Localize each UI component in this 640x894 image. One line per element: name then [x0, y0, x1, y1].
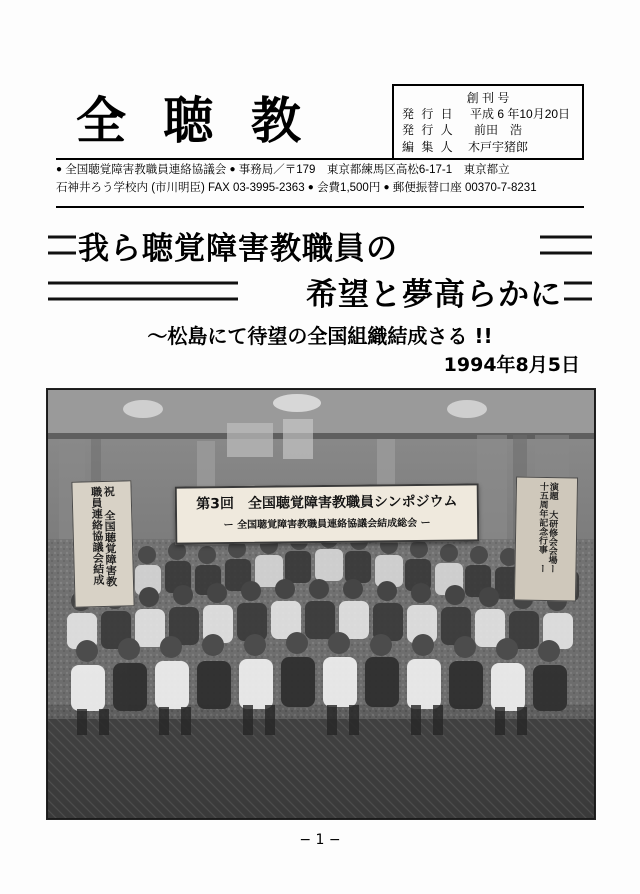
- symposium-banner-line-2: ー 全国聴覚障害教職員連絡協議会結成総会 ー: [223, 517, 431, 532]
- contact-line-2: [56, 180, 584, 198]
- info-row-editor: [402, 139, 574, 155]
- headline-line-2: 希望と夢高らかに: [304, 269, 564, 314]
- contact-line-1: [56, 162, 584, 180]
- bullet-icon-3: ●: [307, 181, 314, 193]
- publication-info-box: [392, 84, 584, 158]
- program-banner-right-text: 演題 大研修会会場ー 十五周年記念行事 ー: [536, 481, 558, 574]
- headline-rule-left-2: [48, 282, 238, 301]
- info-label-date: 発 行 日: [402, 107, 455, 122]
- contact-block: [56, 162, 584, 198]
- office-address: 事務局／〒179 東京都練馬区高松6-17-1 東京都立: [238, 164, 510, 176]
- page-number: − 1 −: [299, 832, 341, 848]
- publication-title: 全 聴 教: [76, 92, 311, 150]
- info-value-editor: 木戸宇猪郎: [467, 139, 528, 154]
- info-row-publisher: [402, 122, 574, 138]
- info-label-editor: 編 集 人: [402, 139, 455, 154]
- headline-date: 1994年8月5日: [443, 354, 580, 376]
- symposium-banner: [175, 483, 480, 544]
- symposium-banner-line-1: 第3回 全国聴覚障害教職員シンポジウム: [196, 493, 458, 513]
- info-value-publisher: 前田 浩: [473, 123, 522, 138]
- headline-line-2-row: [40, 268, 600, 314]
- congratulation-banner-left-text: 祝 全国聴覚障害教職員連絡協議会結成: [89, 485, 118, 587]
- group-photo: [46, 388, 596, 820]
- headline-subtitle: 〜松島にて待望の全国組織結成さる !!: [147, 324, 493, 348]
- info-row-date: [402, 106, 574, 122]
- issue-heading: 創 刊 号: [466, 91, 510, 105]
- bullet-icon-2: ●: [229, 164, 236, 175]
- membership-fee: 会費1,500円: [317, 181, 381, 194]
- organization-name: 全国聴覚障害教職員連絡協議会: [65, 164, 227, 176]
- bullet-icon: ●: [56, 164, 63, 175]
- info-value-date: 平成 6 年10月20日: [470, 107, 571, 122]
- bullet-icon-4: ●: [383, 181, 390, 193]
- headline-block: [40, 222, 600, 376]
- info-label-publisher: 発 行 人: [402, 123, 455, 138]
- school-and-fax: 石神井ろう学校内 (市川明臣) FAX 03-3995-2363: [56, 181, 305, 194]
- headline-line-1: 我ら聴覚障害教職員の: [76, 223, 400, 268]
- headline-rule-right: [540, 236, 592, 255]
- masthead: [56, 84, 584, 160]
- postal-account: 郵便振替口座 00370-7-8231: [392, 181, 537, 194]
- headline-line-1-row: [40, 222, 600, 268]
- program-banner-right: [514, 476, 578, 601]
- congratulation-banner-left: [71, 480, 134, 608]
- contact-divider: [56, 206, 584, 208]
